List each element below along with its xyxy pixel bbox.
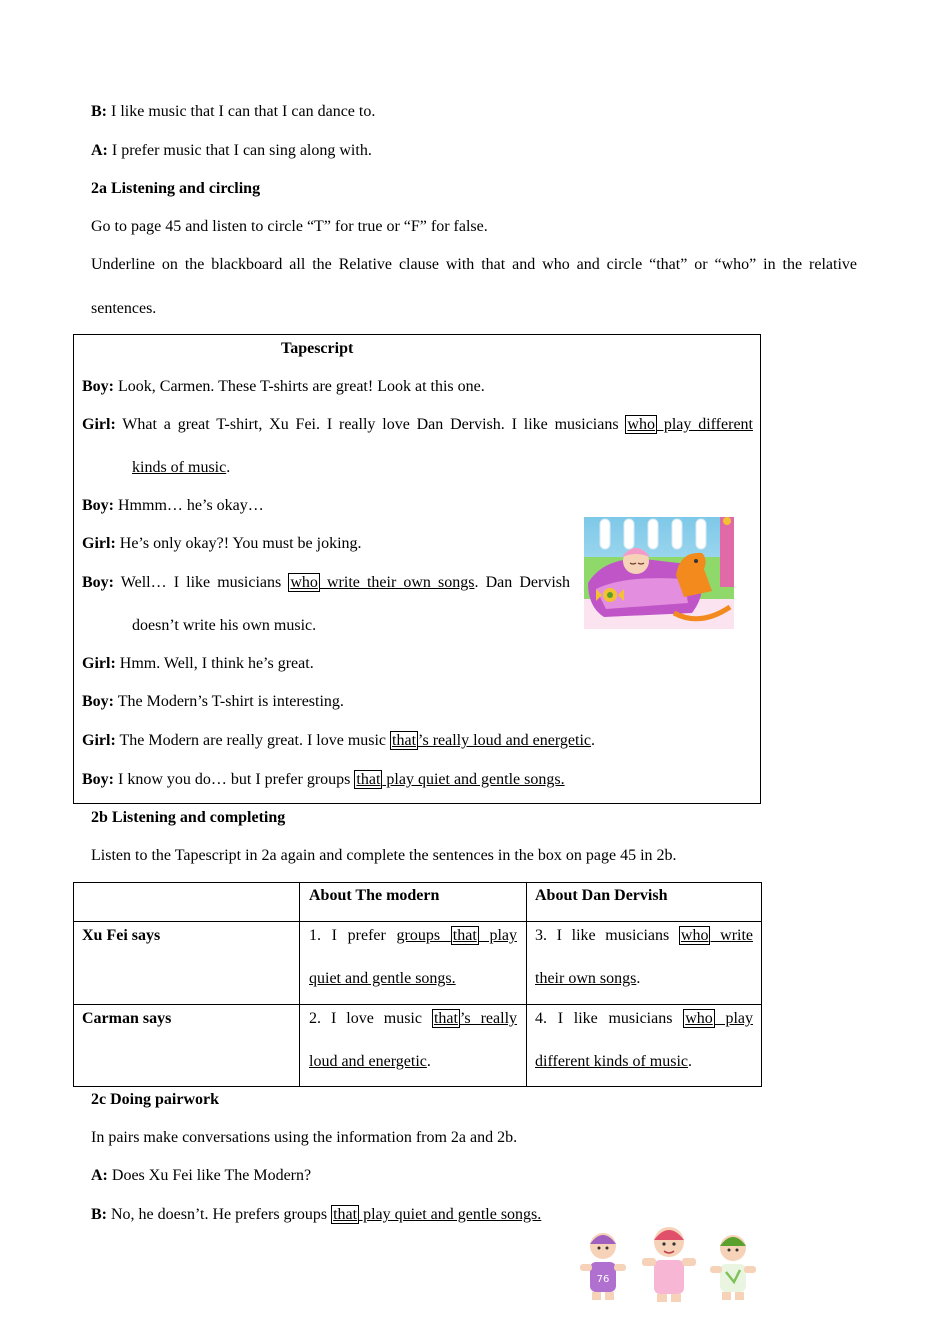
dialog-text: . Dan Dervish	[474, 574, 571, 591]
underlined-clause: different kinds of music	[535, 1053, 689, 1070]
tapescript-line	[82, 573, 570, 593]
tapescript-line	[82, 692, 344, 712]
underlined-clause: play quiet and gentle songs.	[382, 771, 565, 788]
table-cell	[309, 1009, 517, 1029]
speaker-label: Girl:	[82, 535, 116, 552]
dialog-text: No, he doesn’t. He prefers groups	[107, 1206, 332, 1223]
speaker-label: A:	[91, 142, 108, 159]
circled-relative-pronoun: who	[627, 416, 655, 433]
underlined-clause: write their own songs	[319, 574, 475, 591]
table-cell-cont	[309, 1052, 431, 1072]
instruction-2c: In pairs make conversations using the information from 2a and 2b.	[91, 1129, 518, 1146]
instruction-2a-underline: Underline on the blackboard all the Relative clause with that and who and circle “that” or “who” in the relative	[91, 256, 857, 273]
speaker-label: Boy:	[82, 378, 114, 395]
table-cell-cont	[535, 969, 640, 989]
cell-text: 3. I like musicians	[535, 927, 679, 944]
circled-relative-pronoun: that	[392, 732, 417, 749]
speaker-label: Boy:	[82, 497, 114, 514]
tapescript-line	[82, 534, 362, 554]
speaker-label: B:	[91, 1206, 107, 1223]
circled-relative-pronoun: who	[290, 574, 318, 591]
underlined-clause: play quiet and gentle songs.	[359, 1206, 542, 1223]
punctuation: .	[426, 1053, 431, 1070]
underlined-clause: play	[714, 1010, 754, 1027]
punctuation: .	[226, 459, 231, 476]
tapescript-box	[73, 334, 761, 804]
dialog-text: Hmmm… he’s okay…	[114, 497, 264, 514]
tapescript-line	[82, 654, 314, 674]
dialog-text: I like music that I can that I can dance to.	[107, 103, 376, 120]
tapescript-line	[82, 770, 565, 790]
speaker-label: Girl:	[82, 416, 116, 433]
cell-text: 2. I love music	[309, 1010, 432, 1027]
circled-relative-pronoun: that	[452, 927, 477, 944]
circled-relative-pronoun: who	[685, 1010, 713, 1027]
speaker-label: Boy:	[82, 771, 114, 788]
speaker-label: A:	[91, 1167, 108, 1184]
dialog-text: Well… I like musicians	[114, 574, 289, 591]
tapescript-line	[82, 415, 753, 435]
three-kids-icon	[576, 1222, 766, 1304]
underlined-clause: their own songs	[535, 970, 637, 987]
underlined-clause: loud and energetic	[309, 1053, 427, 1070]
dialog-text: The Modern’s T-shirt is interesting.	[114, 693, 344, 710]
underlined-clause: groups	[396, 927, 451, 944]
dialog-line-a	[91, 1166, 311, 1186]
table-header: About The modern	[309, 887, 440, 904]
dialog-line-b	[91, 1205, 541, 1225]
cell-text: 1. I prefer	[309, 927, 397, 944]
circled-relative-pronoun: that	[333, 1206, 358, 1223]
underlined-clause: ’s really loud and energetic	[418, 732, 592, 749]
instruction-2b: Listen to the Tapescript in 2a again and complete the sentences in the box on page 45 in 2b.	[91, 847, 677, 864]
underlined-clause: play	[478, 927, 518, 944]
table-cell	[535, 1009, 753, 1029]
dialog-text: Hmm. Well, I think he’s great.	[115, 655, 314, 672]
tapescript-line-cont: doesn’t write his own music.	[132, 617, 317, 634]
tapescript-line	[82, 377, 485, 397]
dialog-line-b	[91, 102, 375, 122]
sleeping-baby-icon	[584, 517, 734, 629]
underlined-clause: ’s really	[459, 1010, 518, 1027]
cell-text: 4. I like musicians	[535, 1010, 684, 1027]
instruction-2a: Go to page 45 and listen to circle “T” for true or “F” for false.	[91, 218, 488, 235]
tapescript-line-cont	[132, 458, 230, 478]
circled-relative-pronoun: who	[680, 927, 709, 944]
dialog-text: What a great T-shirt, Xu Fei. I really love Dan Dervish. I like musicians	[115, 416, 626, 433]
table-header: About Dan Dervish	[535, 887, 668, 904]
section-heading-2a: 2a Listening and circling	[91, 180, 261, 197]
section-heading-2c: 2c Doing pairwork	[91, 1091, 219, 1108]
dialog-text: Look, Carmen. These T-shirts are great! Look at this one.	[114, 378, 485, 395]
section-heading-2b: 2b Listening and completing	[91, 809, 286, 826]
underlined-clause: play different	[656, 416, 753, 433]
dialog-line-a	[91, 141, 372, 161]
tapescript-title: Tapescript	[281, 340, 354, 357]
speaker-label: Boy:	[82, 574, 114, 591]
dialog-text: He’s only okay?! You must be joking.	[115, 535, 362, 552]
table-cell-cont	[535, 1052, 692, 1072]
dialog-text: Does Xu Fei like The Modern?	[107, 1167, 312, 1184]
punctuation: .	[636, 970, 641, 987]
completion-table	[73, 882, 762, 1087]
speaker-label: B:	[91, 103, 107, 120]
dialog-text: The Modern are really great. I love music	[115, 732, 391, 749]
punctuation: .	[591, 732, 596, 749]
dialog-text: I know you do… but I prefer groups	[114, 771, 355, 788]
speaker-label: Girl:	[82, 732, 116, 749]
table-cell-cont	[309, 969, 456, 989]
punctuation: .	[688, 1053, 693, 1070]
speaker-label: Girl:	[82, 655, 116, 672]
table-cell	[309, 926, 517, 946]
tapescript-line	[82, 731, 595, 751]
row-label: Xu Fei says	[82, 927, 161, 944]
underlined-clause: write	[710, 927, 754, 944]
circled-relative-pronoun: that	[356, 771, 381, 788]
table-cell	[535, 926, 753, 946]
dialog-text: I prefer music that I can sing along with.	[107, 142, 372, 159]
underlined-clause: kinds of music	[132, 459, 227, 476]
svg-text:76: 76	[596, 1274, 610, 1285]
row-label: Carman says	[82, 1010, 172, 1027]
instruction-2a-underline-cont: sentences.	[91, 300, 157, 317]
circled-relative-pronoun: that	[433, 1010, 458, 1027]
tapescript-line	[82, 496, 264, 516]
speaker-label: Boy:	[82, 693, 114, 710]
underlined-clause: quiet and gentle songs.	[309, 970, 456, 987]
